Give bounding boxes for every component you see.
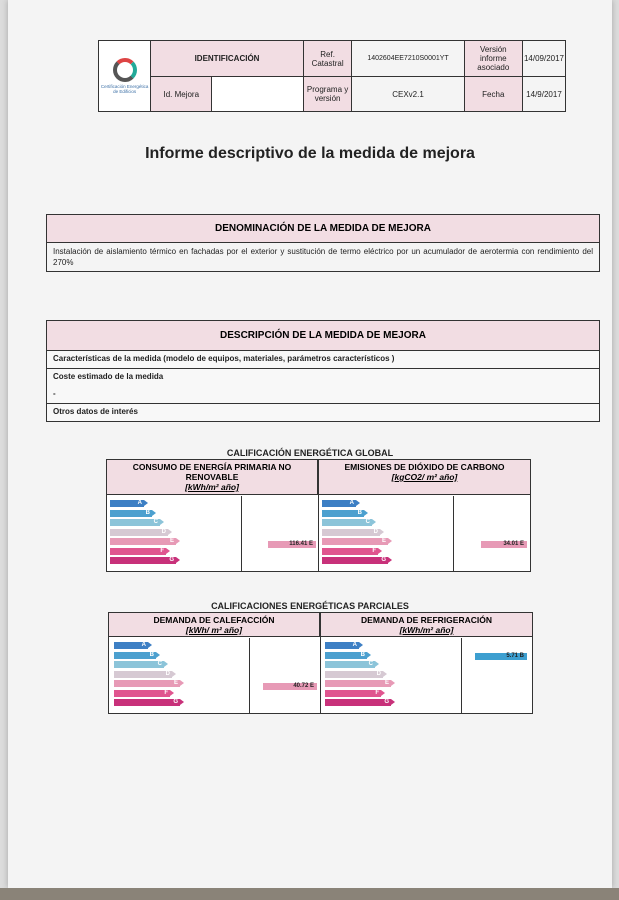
- logo-text: Certificación Energética de Edificios: [100, 84, 149, 94]
- scale-bar-d: [114, 671, 172, 678]
- scale-bar-g: [322, 557, 388, 564]
- scale-letter: B: [149, 651, 154, 658]
- ref-value: 1402604EE7210S0001YT: [352, 41, 464, 77]
- scale-letter: D: [161, 528, 166, 535]
- global-right-heading-text: EMISIONES DE DIÓXIDO DE CARBONO: [344, 462, 505, 472]
- descripcion-section: [46, 320, 600, 422]
- denominacion-heading: DENOMINACIÓN DE LA MEDIDA DE MEJORA: [47, 215, 599, 243]
- scale-letter: C: [157, 661, 162, 667]
- scale-bar-d: [325, 671, 383, 678]
- scale-bar-f: [110, 548, 166, 555]
- scale-letter: A: [352, 642, 357, 648]
- scale-bar-d: [322, 529, 380, 536]
- scale-bar-e: [322, 538, 388, 545]
- descripcion-row: Otros datos de interés: [47, 403, 599, 421]
- scale-letter: A: [137, 500, 142, 506]
- scale-letter: D: [376, 670, 381, 677]
- version-label: Versión informe asociado: [464, 41, 522, 77]
- global-right-value: 34.01 E: [481, 541, 527, 548]
- id-label: Id. Mejora: [151, 77, 212, 111]
- scale-bar-a: [325, 642, 359, 649]
- scale-letter: E: [173, 680, 178, 686]
- scale-bar-c: [114, 661, 164, 668]
- partial-left-heading-text: DEMANDA DE CALEFACCIÓN: [153, 615, 275, 625]
- scale-letter: B: [357, 509, 362, 516]
- global-left-heading-text: CONSUMO DE ENERGÍA PRIMARIA NO RENOVABLE: [132, 462, 292, 482]
- scale-letter: G: [169, 557, 174, 563]
- scale-letter: C: [368, 661, 373, 667]
- scale-letter: G: [173, 699, 178, 705]
- scale-bar-e: [114, 680, 180, 687]
- denominacion-section: [46, 214, 600, 272]
- partial-right-unit: [kWh/m² año]: [399, 625, 454, 635]
- scale-bar-b: [325, 652, 367, 659]
- scale-bar-c: [322, 519, 372, 526]
- scale-letter: F: [372, 547, 376, 554]
- desk-surface: [0, 888, 619, 900]
- denominacion-text: Instalación de aislamiento térmico en fachadas por el exterior y sustitución de termo eléctrico por un acumulador de aerotermia con rendimiento del 270%: [53, 247, 593, 267]
- date-value: 14/9/2017: [522, 77, 565, 112]
- partial-rating-table: [108, 612, 533, 714]
- scale-letter: F: [375, 689, 379, 696]
- scale-letter: A: [141, 642, 146, 648]
- scale-letter: G: [381, 557, 386, 563]
- scale-letter: F: [160, 547, 164, 554]
- scale-letter: A: [349, 500, 354, 506]
- program-value: CEXv2.1: [352, 77, 464, 112]
- descripcion-row: Coste estimado de la medida: [47, 368, 599, 386]
- scale-bar-b: [322, 510, 364, 517]
- identification-title: IDENTIFICACIÓN: [151, 41, 303, 77]
- scale-bar-c: [110, 519, 160, 526]
- partial-left-unit: [kWh/ m² año]: [185, 625, 243, 635]
- scale-letter: E: [169, 538, 174, 544]
- scale-letter: F: [164, 689, 168, 696]
- descripcion-row: -: [53, 389, 56, 398]
- descripcion-heading: DESCRIPCIÓN DE LA MEDIDA DE MEJORA: [47, 321, 599, 351]
- scale-bar-e: [110, 538, 176, 545]
- partial-right-heading-text: DEMANDA DE REFRIGERACIÓN: [361, 615, 492, 625]
- scale-letter: G: [384, 699, 389, 705]
- scale-bar-f: [322, 548, 378, 555]
- id-value: [212, 77, 303, 111]
- partial-left-value: 40.72 E: [263, 683, 317, 690]
- scale-bar-g: [110, 557, 176, 564]
- scale-bar-f: [325, 690, 381, 697]
- global-left-heading: [107, 460, 318, 495]
- partial-right-value: 5.71 B: [475, 653, 527, 660]
- scale-letter: C: [365, 519, 370, 525]
- program-label: Programa y versión: [303, 77, 352, 112]
- global-left-value: 116.41 E: [268, 541, 316, 548]
- partial-right-heading: [321, 613, 532, 637]
- document-page: [8, 0, 612, 888]
- scale-bar-g: [325, 699, 391, 706]
- date-label: Fecha: [464, 77, 522, 112]
- global-right-heading: [319, 460, 530, 495]
- document-title: Informe descriptivo de la medida de mejora: [145, 145, 475, 162]
- partial-rating-title: CALIFICACIONES ENERGÉTICAS PARCIALES: [211, 601, 409, 611]
- descripcion-row: Características de la medida (modelo de equipos, materiales, parámetros característicos ): [53, 354, 395, 363]
- scale-bar-a: [114, 642, 148, 649]
- global-rating-title: CALIFICACIÓN ENERGÉTICA GLOBAL: [226, 448, 394, 458]
- scale-letter: E: [384, 680, 389, 686]
- partial-left-heading: [109, 613, 320, 637]
- scale-letter: E: [381, 538, 386, 544]
- scale-letter: B: [145, 509, 150, 516]
- scale-bar-g: [114, 699, 180, 706]
- global-left-unit: [kWh/m² año]: [185, 482, 239, 492]
- certification-logo-icon: [113, 58, 137, 82]
- global-rating-table: [106, 459, 531, 572]
- scale-bar-b: [110, 510, 152, 517]
- version-value: 14/09/2017: [522, 41, 565, 77]
- scale-bar-f: [114, 690, 170, 697]
- scale-bar-d: [110, 529, 168, 536]
- global-right-unit: [kgCO2/ m² año]: [391, 472, 458, 482]
- scale-bar-e: [325, 680, 391, 687]
- scale-bar-a: [322, 500, 356, 507]
- scale-bar-c: [325, 661, 375, 668]
- identification-header: [98, 40, 566, 112]
- scale-letter: C: [153, 519, 158, 525]
- logo: [99, 41, 151, 112]
- scale-letter: D: [373, 528, 378, 535]
- scale-bar-a: [110, 500, 144, 507]
- scale-letter: B: [360, 651, 365, 658]
- scale-bar-b: [114, 652, 156, 659]
- scale-letter: D: [165, 670, 170, 677]
- ref-label: Ref. Catastral: [303, 41, 352, 77]
